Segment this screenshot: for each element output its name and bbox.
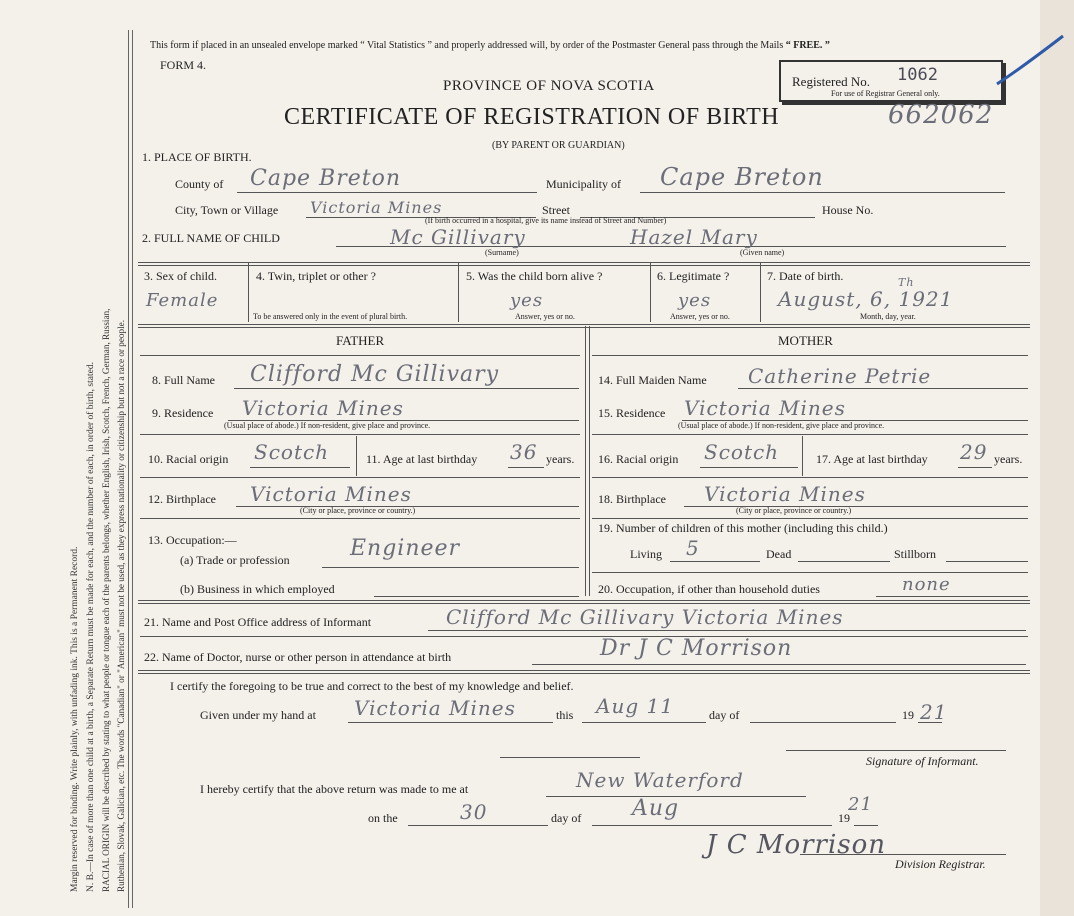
mother-dead-label: Dead (766, 547, 792, 561)
father-occupation-label: 13. Occupation:— (148, 533, 237, 547)
margin-note-3: RACIAL ORIGIN will be described by stating to what people or tongue each of the parents belongs, whether English, Irish, Scotch, French, German, Russian, (101, 308, 111, 892)
father-birthplace-value: Victoria Mines (250, 482, 412, 506)
on-the-label: on the (368, 811, 398, 825)
mother-racial-label: 16. Racial origin (598, 452, 679, 466)
father-residence-label: 9. Residence (152, 406, 214, 420)
registrar-day-of-label: day of (551, 811, 582, 825)
margin-note-1: Margin reserved for binding. Write plainly, with unfading ink. This is a Permanent Record. (70, 546, 80, 892)
father-residence-note: (Usual place of abode.) If non-resident, give place and province. (224, 421, 431, 430)
dob-label: 7. Date of birth. (767, 269, 844, 283)
registrar-signature: J C Morrison (706, 830, 887, 860)
dob-value: August, 6, 1921 (778, 287, 954, 311)
given-label: Given under my hand at (200, 708, 316, 722)
sex-label: 3. Sex of child. (144, 269, 217, 283)
registrar-day-value: 30 (460, 800, 488, 824)
mother-racial-value: Scotch (704, 440, 780, 464)
legitimate-label: 6. Legitimate ? (657, 269, 730, 283)
mother-heading: MOTHER (778, 333, 833, 348)
division-registrar-label: Division Registrar. (895, 857, 986, 871)
sex-value: Female (146, 290, 219, 311)
child-name-label: 2. FULL NAME OF CHILD (142, 231, 280, 245)
mother-residence-value: Victoria Mines (684, 396, 846, 420)
hospital-note: (If birth occurred in a hospital, give its name instead of Street and Number) (425, 216, 667, 225)
mother-residence-note: (Usual place of abode.) If non-resident, give place and province. (678, 421, 885, 430)
registrar-year-prefix: 19 (838, 811, 850, 825)
informant-value: Clifford Mc Gillivary Victoria Mines (446, 605, 844, 629)
father-birthplace-note: (City or place, province or country.) (300, 506, 416, 515)
father-business-label: (b) Business in which employed (180, 582, 335, 596)
legitimate-value: yes (678, 290, 712, 311)
municipality-value: Cape Breton (660, 163, 824, 191)
father-birthplace-label: 12. Birthplace (148, 492, 216, 506)
house-label: House No. (822, 203, 874, 217)
margin-note-4: Ruthenian, Slovak, Galician, etc. The words "Canadian" or "American" must not be used, as they express nationality or citizenship but not a race or people. (116, 319, 126, 892)
certificate-subtitle: (BY PARENT OR GUARDIAN) (492, 140, 625, 151)
child-given-value: Hazel Mary (630, 225, 758, 249)
mother-name-value: Catherine Petrie (748, 364, 932, 388)
day-of-label: day of (709, 708, 740, 722)
father-trade-label: (a) Trade or profession (180, 553, 290, 567)
mother-birthplace-note: (City or place, province or country.) (736, 506, 852, 515)
alive-label: 5. Was the child born alive ? (466, 269, 603, 283)
mother-name-label: 14. Full Maiden Name (598, 373, 707, 387)
mother-birthplace-label: 18. Birthplace (598, 492, 666, 506)
mother-occupation-label: 20. Occupation, if other than household duties (598, 582, 820, 596)
paper-edge (1040, 0, 1074, 916)
father-age-label: 11. Age at last birthday (366, 452, 478, 466)
mother-residence-label: 15. Residence (598, 406, 666, 420)
mother-children-label: 19. Number of children of this mother (including this child.) (598, 521, 888, 535)
father-racial-label: 10. Racial origin (148, 452, 229, 466)
certificate-title: CERTIFICATE OF REGISTRATION OF BIRTH (284, 104, 780, 130)
father-residence-value: Victoria Mines (242, 396, 404, 420)
province-heading: PROVINCE OF NOVA SCOTIA (443, 78, 655, 94)
registrar-year-value: 21 (848, 794, 873, 815)
this-label: this (556, 708, 574, 722)
registered-label: Registered No. (792, 74, 870, 89)
father-trade-value: Engineer (350, 536, 461, 561)
handwritten-certificate-number: 662062 (888, 100, 994, 130)
alive-value: yes (510, 290, 544, 311)
city-value: Victoria Mines (310, 198, 443, 217)
doctor-label: 22. Name of Doctor, nurse or other person in attendance at birth (144, 650, 452, 664)
registrar-month-value: Aug (632, 796, 680, 821)
father-age-unit: years. (546, 452, 575, 466)
mother-age-unit: years. (994, 452, 1023, 466)
year-value: 21 (920, 700, 948, 724)
blue-check-mark (995, 32, 1067, 92)
registrar-place-value: New Waterford (576, 768, 744, 792)
surname-note: (Surname) (485, 248, 519, 257)
city-label: City, Town or Village (175, 203, 279, 217)
mother-living-label: Living (630, 547, 662, 561)
given-place-value: Victoria Mines (354, 696, 516, 720)
this-day-value: Aug 11 (596, 694, 674, 718)
postal-note: This form if placed in an unsealed envelope marked “ Vital Statistics ” and properly addressed will, by order of the Postmaster General pass through the Mails “ FREE. ” (150, 40, 830, 51)
registered-box (779, 60, 1003, 102)
place-of-birth-heading: 1. PLACE OF BIRTH. (142, 150, 252, 164)
street-label: Street (542, 203, 570, 217)
child-surname-value: Mc Gillivary (390, 225, 526, 249)
certify-statement: I certify the foregoing to be true and correct to the best of my knowledge and belief. (170, 679, 574, 693)
father-name-value: Clifford Mc Gillivary (250, 362, 500, 387)
doctor-value: Dr J C Morrison (600, 636, 793, 661)
mother-living-value: 5 (686, 536, 700, 560)
signature-of-informant-label: Signature of Informant. (866, 754, 979, 768)
twin-note: To be answered only in the event of plural birth. (253, 312, 408, 321)
municipality-label: Municipality of (546, 177, 621, 191)
dob-note: Month, day, year. (860, 312, 916, 321)
informant-label: 21. Name and Post Office address of Informant (144, 615, 372, 629)
margin-note-2: N. B.—In case of more than one child at a birth, a Separate Return must be made for each, and the number of each, in order of birth, stated. (86, 362, 96, 892)
father-name-label: 8. Full Name (152, 373, 215, 387)
mother-birthplace-value: Victoria Mines (704, 482, 866, 506)
mother-occupation-value: none (902, 574, 951, 595)
father-age-value: 36 (510, 440, 538, 464)
registered-number: 1062 (897, 65, 938, 85)
binding-margin-rule (128, 30, 133, 908)
father-racial-value: Scotch (254, 440, 330, 464)
year-prefix: 19 (902, 708, 914, 722)
given-note: (Given name) (740, 248, 785, 257)
form-number: FORM 4. (160, 58, 207, 72)
registered-note: For use of Registrar General only. (831, 89, 940, 98)
mother-age-value: 29 (960, 440, 988, 464)
county-value: Cape Breton (250, 166, 402, 191)
dob-superscript: Th (898, 276, 915, 289)
twin-label: 4. Twin, triplet or other ? (256, 269, 376, 283)
alive-note: Answer, yes or no. (515, 312, 575, 321)
registrar-statement: I hereby certify that the above return was made to me at (200, 782, 469, 796)
postal-free: “ FREE. ” (785, 40, 830, 51)
county-label: County of (175, 177, 224, 191)
mother-age-label: 17. Age at last birthday (816, 452, 928, 466)
legitimate-note: Answer, yes or no. (670, 312, 730, 321)
father-heading: FATHER (336, 333, 385, 348)
mother-stillborn-label: Stillborn (894, 547, 937, 561)
